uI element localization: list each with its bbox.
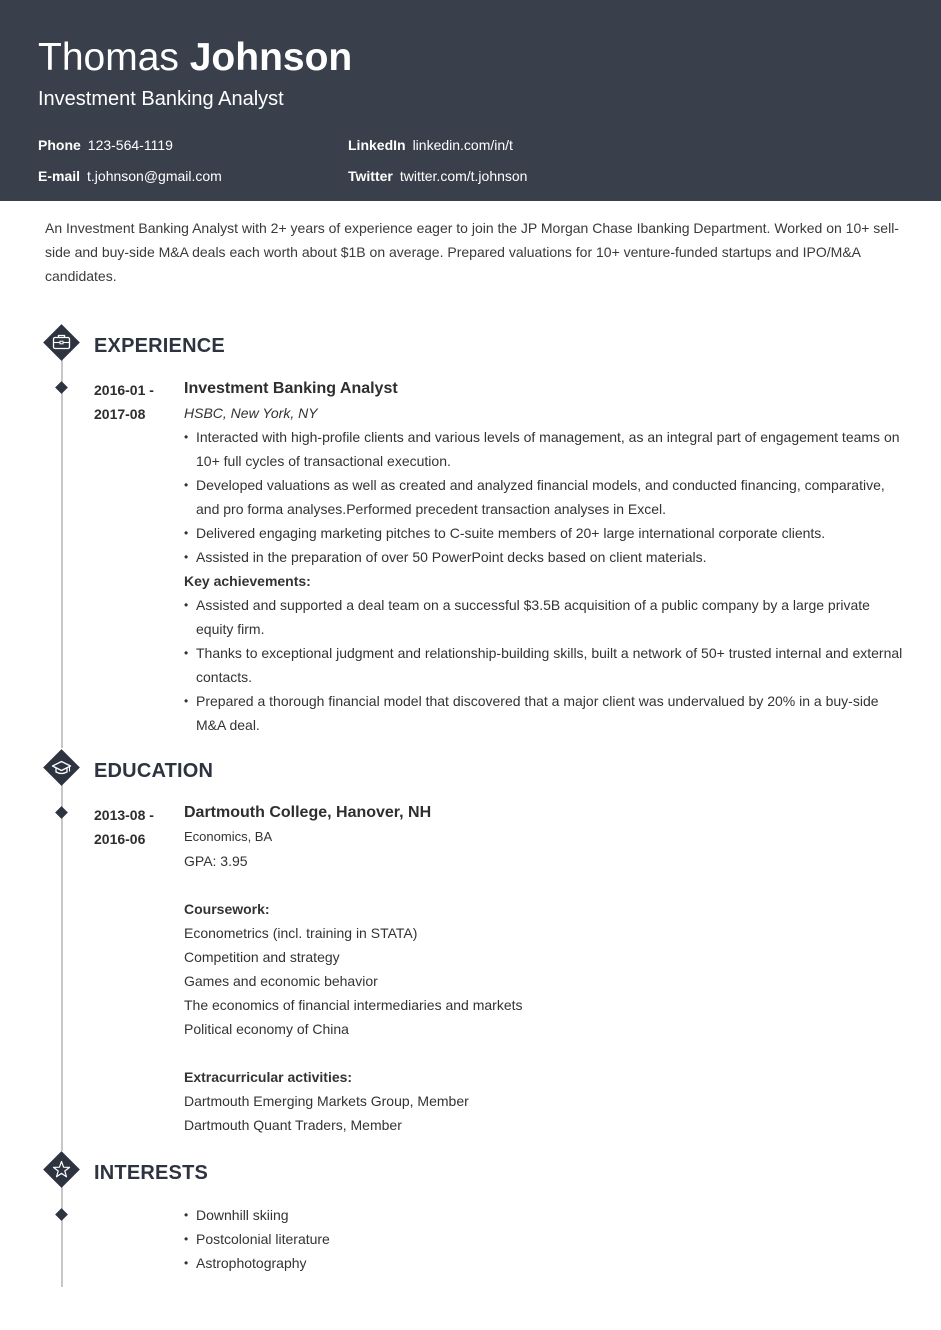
timeline-line (61, 1183, 63, 1287)
coursework-item: Competition and strategy (184, 949, 340, 965)
resume-header (0, 0, 941, 201)
coursework-item: Political economy of China (184, 1021, 349, 1037)
contact-value[interactable]: linkedin.com/in/t (412, 137, 513, 153)
contact-value[interactable]: twitter.com/t.johnson (399, 168, 528, 184)
contact-label: LinkedIn (348, 137, 406, 153)
responsibilities-list (184, 425, 904, 569)
list-item: • Interacted with high-profile clients and various levels of management, as an integral part of engagement teams on 10+ full cycles of transactional execution. (184, 425, 904, 473)
list-item: • Assisted in the preparation of over 50 PowerPoint decks based on client materials. (184, 545, 904, 569)
briefcase-icon (43, 324, 80, 361)
graduation-cap-icon (43, 749, 80, 786)
timeline-marker (55, 1208, 68, 1221)
degree: Economics, BA (184, 829, 273, 844)
contact-label: Twitter (348, 168, 393, 184)
interests-entry (184, 1203, 904, 1275)
contact-email (38, 167, 222, 185)
list-item: • Assisted and supported a deal team on a successful $3.5B acquisition of a public company by a large private equity firm. (184, 593, 904, 641)
spacer (184, 1041, 904, 1065)
contact-twitter (348, 167, 527, 185)
timeline-marker (55, 806, 68, 819)
achievements-label: Key achievements: (184, 573, 311, 589)
contact-linkedin (348, 136, 513, 154)
experience-dates (94, 378, 154, 426)
company: HSBC, New York, NY (184, 405, 318, 421)
list-item: • Prepared a thorough financial model that discovered that a major client was undervalued by 20% in a buy-side M&A deal. (184, 689, 904, 737)
date-end: 2016-06 (94, 831, 146, 847)
interests-heading: INTERESTS (94, 1162, 209, 1184)
education-entry (184, 801, 904, 1137)
contact-value: 123-564-1119 (87, 137, 173, 153)
coursework-item: Games and economic behavior (184, 973, 378, 989)
candidate-title: Investment Banking Analyst (38, 88, 284, 110)
date-end: 2017-08 (94, 406, 146, 422)
achievements-list (184, 593, 904, 737)
first-name: Thomas (38, 36, 179, 79)
coursework-label: Coursework: (184, 901, 270, 917)
contact-label: Phone (38, 137, 81, 153)
job-title: Investment Banking Analyst (184, 380, 398, 397)
coursework-item: Econometrics (incl. training in STATA) (184, 925, 418, 941)
date-start: 2016-01 - (94, 382, 154, 398)
list-item: • Developed valuations as well as created and analyzed financial models, and conducted financing, comparative, and pro forma analyses.Performed precedent transaction analyses in Excel. (184, 473, 904, 521)
extracurricular-item: Dartmouth Emerging Markets Group, Member (184, 1093, 469, 1109)
summary: An Investment Banking Analyst with 2+ years of experience eager to join the JP Morgan Chase Ibanking Department. Worked on 10+ sell-side and buy-side M&A deals each worth about $1B on average. Prepared valuations for 10+ venture-funded startups and IPO/M&A candidates. (45, 220, 899, 284)
date-start: 2013-08 - (94, 807, 154, 823)
list-item: • Postcolonial literature (184, 1227, 904, 1251)
education-dates (94, 803, 154, 851)
list-item: • Thanks to exceptional judgment and relationship-building skills, built a network of 50+ trusted internal and external contacts. (184, 641, 904, 689)
experience-heading: EXPERIENCE (94, 335, 225, 357)
list-item: • Delivered engaging marketing pitches to C-suite members of 20+ large international corporate clients. (184, 521, 904, 545)
star-icon (43, 1151, 80, 1188)
interests-list (184, 1203, 904, 1275)
contact-phone (38, 136, 173, 154)
timeline-line (61, 781, 63, 1151)
last-name: Johnson (189, 36, 353, 79)
coursework-item: The economics of financial intermediaries and markets (184, 997, 523, 1013)
education-heading: EDUCATION (94, 760, 214, 782)
contact-label: E-mail (38, 168, 81, 184)
experience-entry (184, 377, 904, 737)
contact-value[interactable]: t.johnson@gmail.com (87, 168, 222, 184)
extracurricular-label: Extracurricular activities: (184, 1069, 353, 1085)
timeline-marker (55, 381, 68, 394)
gpa: GPA: 3.95 (184, 853, 248, 869)
extracurricular-item: Dartmouth Quant Traders, Member (184, 1117, 402, 1133)
list-item: • Downhill skiing (184, 1203, 904, 1227)
spacer (184, 873, 904, 897)
list-item: • Astrophotography (184, 1251, 904, 1275)
timeline-line (61, 356, 63, 748)
candidate-name (38, 36, 352, 80)
school-name: Dartmouth College, Hanover, NH (184, 804, 432, 821)
